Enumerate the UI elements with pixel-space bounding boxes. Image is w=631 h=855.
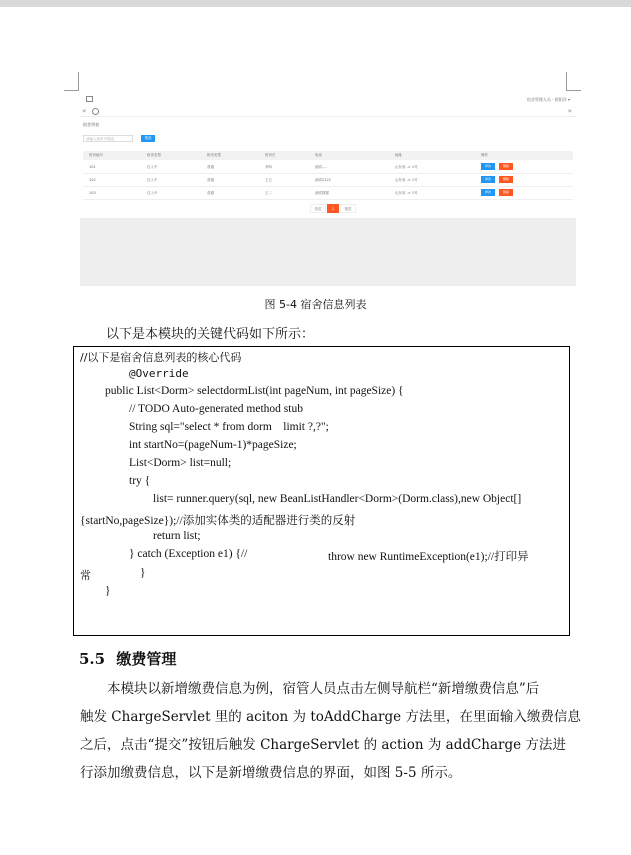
column-header: 操作 [481,153,488,157]
user-menu: 宿舍管理人员 · 欧阳洋 ▾ [526,97,570,102]
column-header: 宿舍编号 [89,153,103,157]
paragraph-line: 触发 ChargeServlet 里的 aciton 为 toAddCharge 方法里，在里面输入缴费信息 [80,709,581,725]
edit-button: 修改 [481,163,495,170]
table-cell: 山东省 -> 1号 [395,191,418,195]
code-listing [73,346,570,636]
delete-button: 删除 [499,176,513,183]
column-header: 宿舍长 [265,153,276,157]
table-cell: 山东省 -> 1号 [395,178,418,182]
table-cell: 测试2222 [315,178,331,182]
table-row [83,161,573,174]
code-line: try { [129,475,151,487]
menu-icon [86,96,93,102]
delete-button: 删除 [499,163,513,170]
figure-header [80,94,576,106]
window-top-bar [0,0,631,7]
figure-search-input: 请输入宿舍号搜索 [83,135,133,142]
table-cell: 住入中 [147,178,158,182]
edit-button: 修改 [481,176,495,183]
table-row [83,174,573,187]
code-line: } [105,585,111,597]
column-header: 电话 [315,153,322,157]
column-header: 宿舍类型 [207,153,221,157]
crop-mark-top-right [566,72,581,91]
code-line: int startNo=(pageNum-1)*pageSize; [129,439,297,451]
double-chevron-right-icon: » [567,107,572,115]
table-cell: 测试..... [315,165,328,169]
figure-empty-area [80,218,576,286]
table-cell: 103 [89,191,96,195]
code-line: return list; [153,530,201,542]
figure-page-title: 宿舍列表 [83,122,99,127]
table-cell: 普通 [207,191,214,195]
paragraph-line: 行添加缴费信息，以下是新增缴费信息的界面，如图 5-5 所示。 [80,765,462,781]
column-header: 宿舍类型 [147,153,161,157]
dorm-list-screenshot [80,94,576,286]
table-cell: 住入中 [147,191,158,195]
section-heading [79,648,176,669]
edit-button: 修改 [481,189,495,196]
pager-last: 尾页 [340,204,356,213]
code-line: @Override [129,367,189,380]
paragraph-line: 本模块以新增缴费信息为例，宿管人员点击左侧导航栏“新增缴费信息”后 [107,681,540,697]
table-cell: 测试数据 [315,191,329,195]
pager-first: 首页 [310,204,326,213]
figure-search-button: 搜索 [141,135,155,142]
code-line: 常 [80,569,91,582]
code-line: throw new RuntimeException(e1);//打印异 [328,551,529,563]
table-cell: 王二 [265,191,272,195]
code-line: // TODO Auto-generated method stub [129,403,303,415]
table-cell: 李四 [265,165,272,169]
column-header: 地址 [395,153,402,157]
code-line: } [140,567,146,579]
figure-caption: 图 5-4 宿舍信息列表 [264,298,367,311]
table-cell: 普通 [207,178,214,182]
paragraph-line: 之后，点击“提交”按钮后触发 ChargeServlet 的 action 为 addCharge 方法进 [80,737,566,753]
table-cell: 101 [89,165,96,169]
section-title: 缴费管理 [116,650,177,668]
pager-current: 1 [327,204,339,213]
figure-table-header [83,151,573,160]
figure-tab-bar [80,107,576,117]
table-row [83,187,573,200]
section-number: 5.5 [79,650,106,668]
lead-paragraph: 以下是本模块的关键代码如下所示： [106,327,315,342]
code-line: } catch (Exception e1) {// [129,548,248,560]
table-cell: 王五 [265,178,272,182]
table-cell: 山东省 -> 1号 [395,165,418,169]
home-icon [92,108,99,115]
table-cell: 住入中 [147,165,158,169]
table-cell: 普通 [207,165,214,169]
code-line: List<Dorm> list=null; [129,457,232,469]
code-line: //以下是宿舍信息列表的核心代码 [80,351,242,364]
crop-mark-top-left [64,72,79,91]
code-line: String sql="select * from dorm limit ?,?"; [129,421,329,433]
delete-button: 删除 [499,189,513,196]
code-line: {startNo,pageSize});//添加实体类的适配器进行类的反射 [80,515,356,527]
code-line: public List<Dorm> selectdormList(int pageNum, int pageSize) { [105,385,404,397]
code-line: list= runner.query(sql, new BeanListHandler<Dorm>(Dorm.class),new Object[] [153,493,522,505]
double-chevron-left-icon: « [82,107,87,115]
table-cell: 102 [89,178,96,182]
